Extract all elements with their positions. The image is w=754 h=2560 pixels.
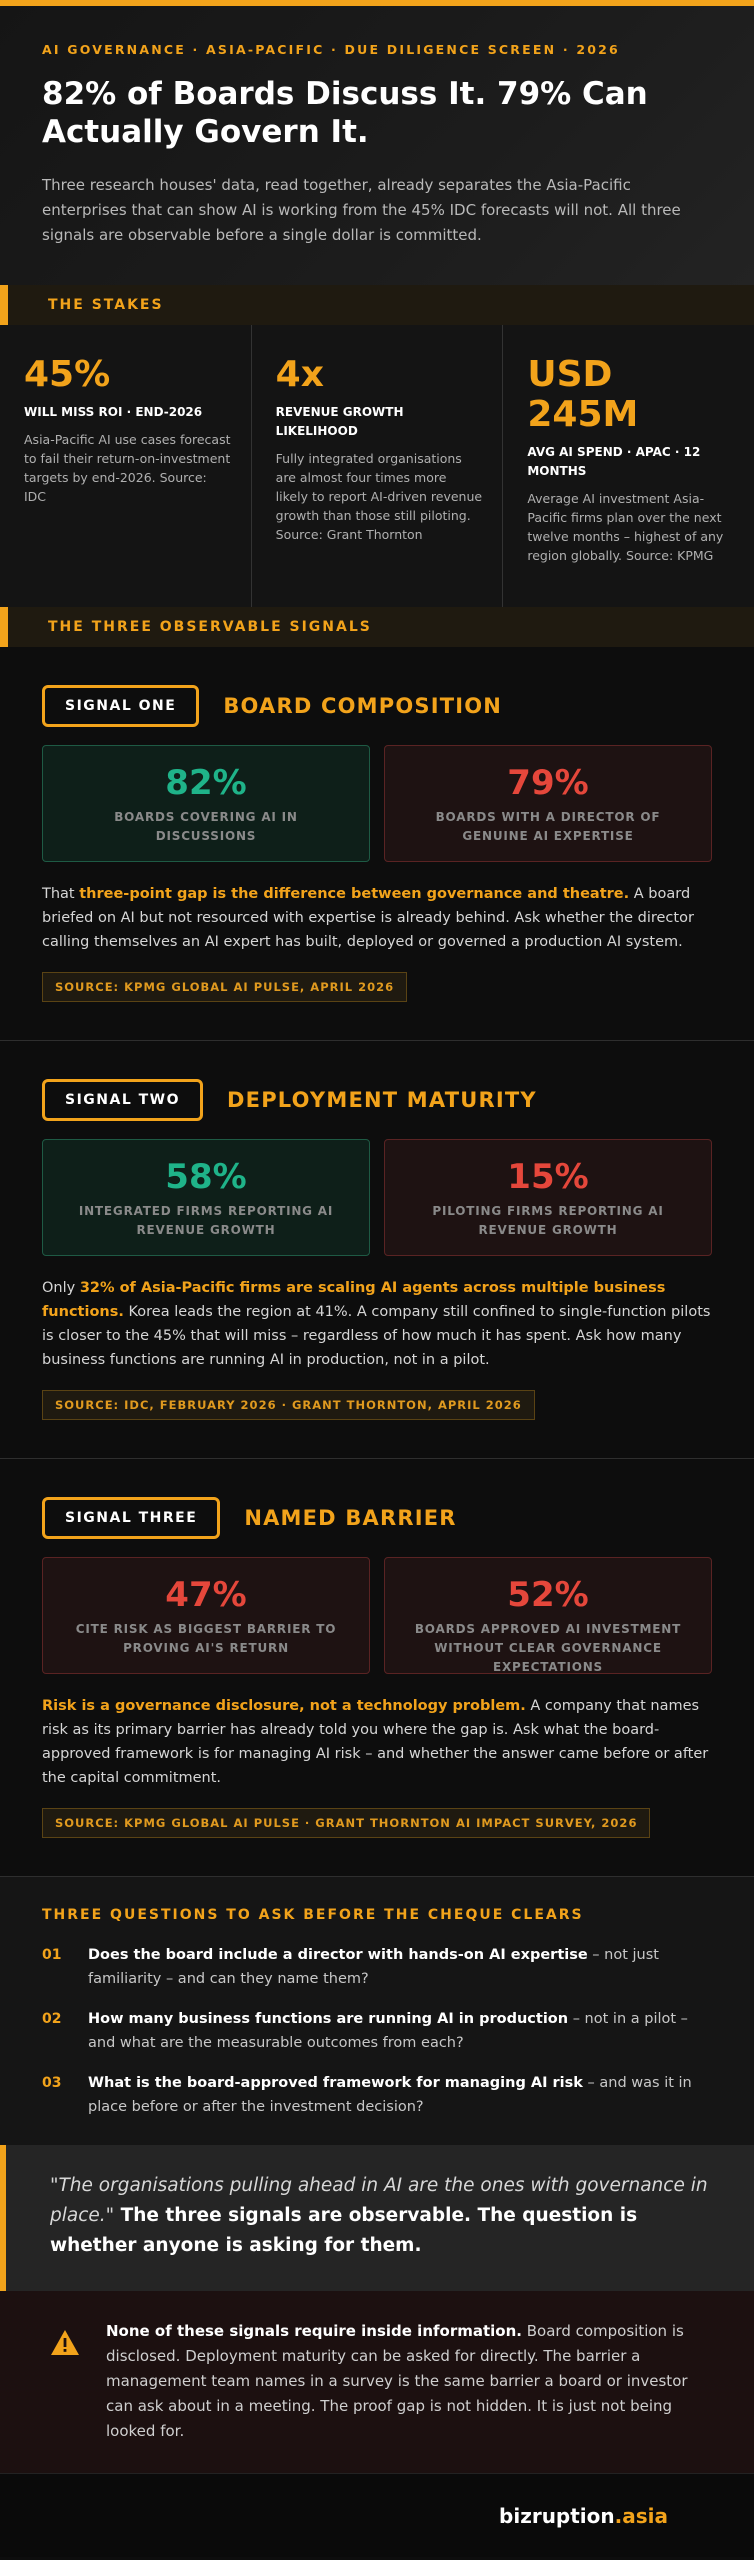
stat-row: [42, 1557, 712, 1674]
signal-header: [42, 685, 712, 727]
stake-value: USD 245M: [527, 354, 639, 435]
stat-label: INTEGRATED FIRMS REPORTING AI REVENUE GROWTH: [78, 1204, 334, 1237]
quote-italic: "The organisations pulling ahead in AI are the ones with governance in place.": [50, 2175, 708, 2226]
signal-pill: SIGNAL THREE: [42, 1497, 220, 1539]
page-title: 82% of Boards Discuss It. 79% Can Actually Govern It.: [42, 76, 648, 150]
question-rest: – and was it in place before or after the investment decision?: [88, 2075, 692, 2115]
signal-body: [42, 1276, 712, 1372]
question-text: [88, 2071, 712, 2119]
hero-subtitle: Three research houses' data, read together, already separates the Asia-Pacific enterprises that can show AI is working from the 45% IDC forecasts will not. All three signals are observable before a single dollar is committed.: [42, 176, 681, 244]
stat-row: [42, 745, 712, 862]
eyebrow-label: AI GOVERNANCE · ASIA-PACIFIC · DUE DILIGENCE SCREEN · 2026: [42, 42, 620, 57]
stake-label: REVENUE GROWTH LIKELIHOOD: [275, 405, 404, 438]
source-badge: SOURCE: KPMG GLOBAL AI PULSE, APRIL 2026: [42, 972, 407, 1002]
question-bold: What is the board-approved framework for managing AI risk: [88, 2075, 583, 2091]
warning-callout: [0, 2291, 754, 2473]
signal-two-section: [0, 1041, 754, 1459]
stat-value: 15%: [507, 1157, 589, 1197]
source-badge: SOURCE: KPMG GLOBAL AI PULSE · GRANT THORNTON AI IMPACT SURVEY, 2026: [42, 1808, 650, 1838]
stakes-heading-bar: [0, 285, 754, 325]
brand-logo[interactable]: [499, 2504, 668, 2528]
body-post: Korea leads the region at 41%. A company still confined to single-function pilots is closer to the 45% that will miss – regardless of how much it has spent. Ask how many business functions are running AI in production, not in a pilot.: [42, 1304, 711, 1368]
quote-bold: The three signals are observable. The question is whether anyone is asking for them.: [50, 2205, 638, 2256]
question-item: [42, 2007, 712, 2055]
stake-description: Average AI investment Asia-Pacific firms plan over the next twelve months – highest of any region globally. Source: KPMG: [527, 491, 724, 563]
signals-heading-bar: [0, 607, 754, 647]
stat-card: [384, 1557, 712, 1674]
signal-name: DEPLOYMENT MATURITY: [227, 1088, 537, 1112]
signal-header: [42, 1497, 712, 1539]
question-rest: – not just familiarity – and can they name them?: [88, 1947, 659, 1987]
brand-suffix: .asia: [614, 2503, 668, 2528]
signal-one-section: [0, 647, 754, 1041]
brand-main: bizruption: [499, 2503, 615, 2528]
question-text: [88, 1943, 712, 1991]
questions-section: [0, 1877, 754, 2145]
warning-text: [106, 2319, 712, 2473]
stake-value: 45%: [24, 354, 111, 395]
stat-label: CITE RISK AS BIGGEST BARRIER TO PROVING AI'S RETURN: [75, 1622, 337, 1655]
warning-rest: Board composition is disclosed. Deployment maturity can be asked for directly. The barrier a management team names in a survey is the same barrier a board or investor can ask about in a meeting. The proof gap is not hidden. It is just not being looked for.: [106, 2322, 688, 2440]
signal-body: [42, 882, 712, 954]
body-pre: That: [42, 886, 80, 902]
stake-value: 4x: [275, 354, 324, 395]
body-pre: Only: [42, 1280, 80, 1296]
stake-description: Asia-Pacific AI use cases forecast to fail their return-on-investment targets by end-2026. Source: IDC: [24, 432, 231, 504]
stat-value: 82%: [165, 763, 247, 803]
body-post: A board briefed on AI but not resourced with expertise is already behind. Ask whether the director calling themselves an AI expert has built, deployed or governed a production AI system.: [42, 886, 694, 950]
stake-item-revenue: [252, 325, 504, 607]
question-number: 01: [42, 1947, 62, 1963]
stat-card: [384, 1139, 712, 1256]
pull-quote: [0, 2145, 754, 2291]
body-highlight: three-point gap is the difference between governance and theatre.: [79, 886, 630, 902]
stakes-section: [0, 325, 754, 607]
signal-body: [42, 1694, 712, 1790]
stake-item-spend: [503, 325, 754, 607]
question-bold: How many business functions are running AI in production: [88, 2011, 569, 2027]
stat-label: BOARDS COVERING AI IN DISCUSSIONS: [114, 810, 298, 843]
stat-card: [42, 745, 370, 862]
signal-pill: SIGNAL TWO: [42, 1079, 203, 1121]
signal-pill: SIGNAL ONE: [42, 685, 199, 727]
source-badge: SOURCE: IDC, FEBRUARY 2026 · GRANT THORNTON, APRIL 2026: [42, 1390, 535, 1420]
hero-section: [0, 0, 754, 285]
stat-card: [42, 1139, 370, 1256]
stat-card: [42, 1557, 370, 1674]
signal-name: NAMED BARRIER: [244, 1506, 457, 1530]
stat-value: 79%: [507, 763, 589, 803]
question-number: 02: [42, 2011, 62, 2027]
stake-item-roi: [0, 325, 252, 607]
warning-bold: None of these signals require inside information.: [106, 2322, 522, 2340]
signals-heading: THE THREE OBSERVABLE SIGNALS: [48, 619, 372, 635]
stakes-heading: THE STAKES: [48, 297, 164, 313]
warning-triangle-icon: [50, 2329, 80, 2473]
stake-label: AVG AI SPEND · APAC · 12 MONTHS: [527, 445, 701, 478]
question-bold: Does the board include a director with hands-on AI expertise: [88, 1947, 588, 1963]
stat-value: 58%: [165, 1157, 247, 1197]
signal-name: BOARD COMPOSITION: [223, 694, 503, 718]
body-post: A company that names risk as its primary barrier has already told you where the gap is. Ask what the board-approved framework is for managing AI risk – and whether the answer came before or after the capital commitment.: [42, 1698, 709, 1786]
stat-value: 52%: [507, 1575, 589, 1615]
question-rest: – not in a pilot – and what are the measurable outcomes from each?: [88, 2011, 688, 2051]
question-item: [42, 2071, 712, 2119]
stat-value: 47%: [165, 1575, 247, 1615]
body-highlight: 32% of Asia-Pacific firms are scaling AI agents across multiple business functions.: [42, 1280, 666, 1320]
signal-header: [42, 1079, 712, 1121]
stat-label: PILOTING FIRMS REPORTING AI REVENUE GROWTH: [432, 1204, 664, 1237]
stake-description: Fully integrated organisations are almost four times more likely to report AI-driven revenue growth than those still piloting. Source: Grant Thornton: [275, 451, 483, 542]
footer: [0, 2473, 754, 2557]
question-text: [88, 2007, 712, 2055]
stake-label: WILL MISS ROI · END-2026: [24, 405, 203, 419]
stat-card: [384, 745, 712, 862]
stat-label: BOARDS WITH A DIRECTOR OF GENUINE AI EXPERTISE: [435, 810, 661, 843]
body-highlight: Risk is a governance disclosure, not a technology problem.: [42, 1698, 526, 1714]
signal-three-section: [0, 1459, 754, 1877]
question-item: [42, 1943, 712, 1991]
question-number: 03: [42, 2075, 62, 2091]
stat-label: BOARDS APPROVED AI INVESTMENT WITHOUT CLEAR GOVERNANCE EXPECTATIONS: [414, 1622, 682, 1674]
questions-title: THREE QUESTIONS TO ASK BEFORE THE CHEQUE CLEARS: [42, 1907, 584, 1923]
stat-row: [42, 1139, 712, 1256]
